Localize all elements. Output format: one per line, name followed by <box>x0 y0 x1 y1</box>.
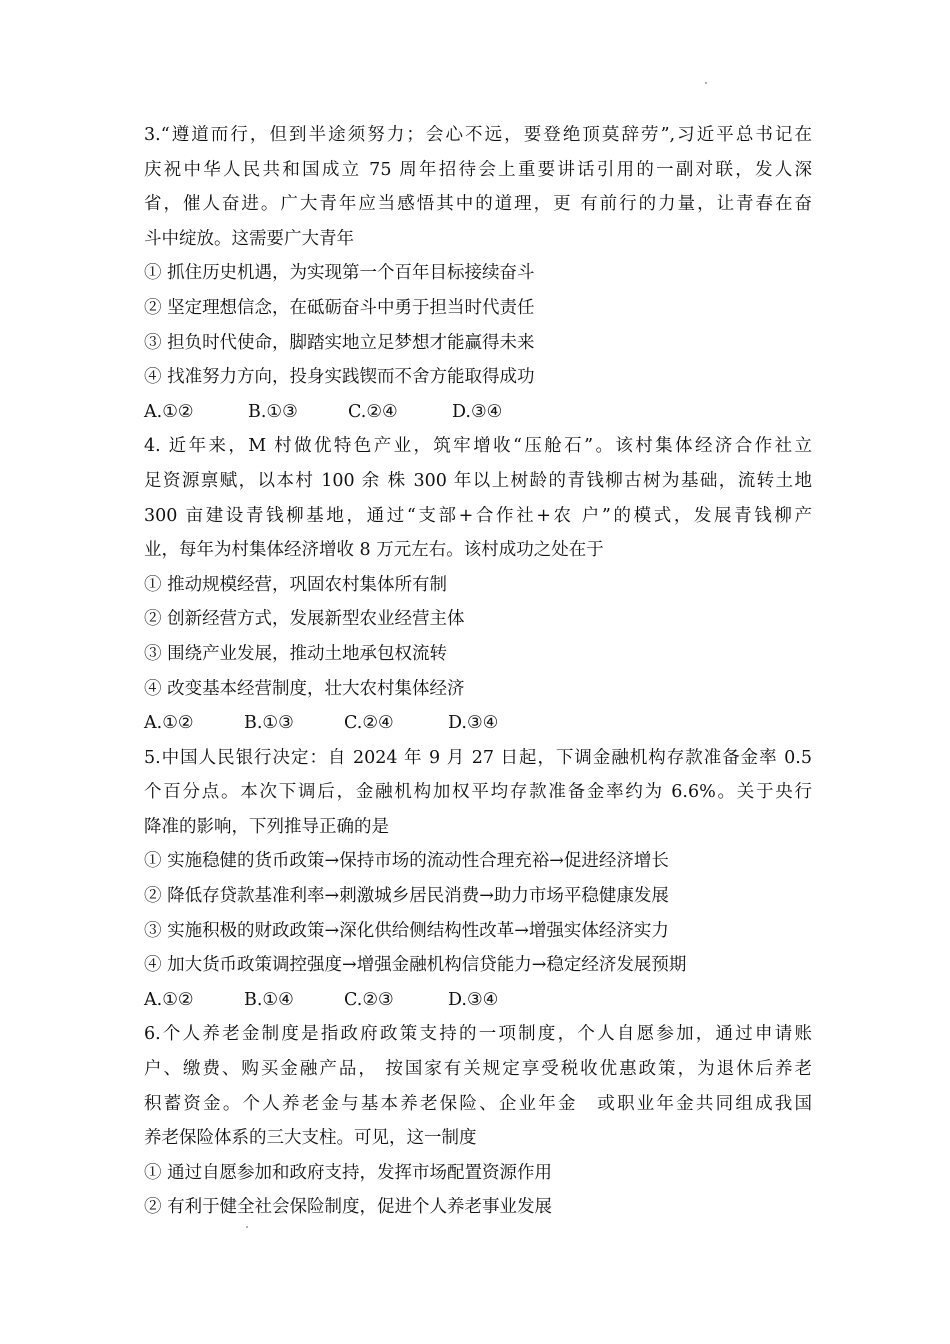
question-3-option-c[interactable]: C.②④ <box>348 401 398 422</box>
question-3-stem-line-1: 3.“遵道而行，但到半途须努力；会心不远，要登绝顶莫辞劳”,习近平总书记在 <box>144 125 812 145</box>
question-5-option-b[interactable]: B.①④ <box>244 989 294 1010</box>
scan-dot-top <box>705 82 707 84</box>
question-4 <box>144 429 812 740</box>
question-3-item-2: ② 坚定理想信念，在砥砺奋斗中勇于担当时代责任 <box>144 297 535 318</box>
question-6 <box>144 1017 812 1225</box>
question-3-option-d[interactable]: D.③④ <box>452 401 503 422</box>
question-6-stem-line-2: 户、缴费、购买金融产品， 按国家有关规定享受税收优惠政策，为退休后养老 <box>144 1059 812 1080</box>
question-5-item-2: ② 降低存贷款基准利率→刺激城乡居民消费→助力市场平稳健康发展 <box>144 886 669 907</box>
question-4-item-2: ② 创新经营方式，发展新型农业经营主体 <box>144 609 465 630</box>
question-6-stem-line-3: 积蓄资金。个人养老金与基本养老保险、企业年金 或职业年金共同组成我国 <box>144 1093 812 1114</box>
question-5-item-1: ① 实施稳健的货币政策→保持市场的流动性合理充裕→促进经济增长 <box>144 851 669 872</box>
question-4-stem-line-3: 300 亩建设青钱柳基地，通过“支部+合作社+农 户”的模式，发展青钱柳产 <box>144 505 812 526</box>
question-3-options <box>144 395 812 430</box>
question-6-stem-line-4: 养老保险体系的三大支柱。可见，这一制度 <box>144 1128 477 1149</box>
question-3-stem-line-2: 庆祝中华人民共和国成立 75 周年招待会上重要讲话引用的一副对联，发人深 <box>144 159 812 180</box>
question-3-item-3: ③ 担负时代使命，脚踏实地立足梦想才能赢得未来 <box>144 332 535 353</box>
question-5-item-3: ③ 实施积极的财政政策→深化供给侧结构性改革→增强实体经济实力 <box>144 920 669 941</box>
question-6-stem-line-1: 6.个人养老金制度是指政府政策支持的一项制度，个人自愿参加，通过申请账 <box>144 1024 812 1045</box>
question-4-option-d[interactable]: D.③④ <box>448 713 499 734</box>
question-4-stem-line-1: 4. 近年来，M 村做优特色产业，筑牢增收“压舱石”。该村集体经济合作社立 <box>144 436 812 457</box>
question-5-option-d[interactable]: D.③④ <box>448 989 499 1010</box>
question-4-option-c[interactable]: C.②④ <box>344 713 394 734</box>
question-4-options <box>144 706 812 741</box>
question-5 <box>144 741 812 1018</box>
question-5-stem-line-3: 降准的影响，下列推导正确的是 <box>144 816 389 837</box>
question-4-option-b[interactable]: B.①③ <box>244 713 294 734</box>
exam-page <box>144 118 812 1225</box>
question-3-option-b[interactable]: B.①③ <box>248 401 298 422</box>
question-5-options <box>144 983 812 1018</box>
question-3-item-4: ④ 找准努力方向，投身实践锲而不舍方能取得成功 <box>144 367 535 388</box>
question-4-option-a[interactable]: A.①② <box>144 713 194 734</box>
question-4-stem-line-2: 足资源禀赋，以本村 100 余 株 300 年以上树龄的青钱柳古树为基础，流转土地 <box>144 470 812 491</box>
question-3-item-1: ① 抓住历史机遇，为实现第一个百年目标接续奋斗 <box>144 263 535 284</box>
question-3 <box>144 118 812 429</box>
question-5-option-a[interactable]: A.①② <box>144 989 194 1010</box>
question-6-item-1: ① 通过自愿参加和政府支持，发挥市场配置资源作用 <box>144 1162 553 1183</box>
question-4-item-4: ④ 改变基本经营制度，壮大农村集体经济 <box>144 678 465 699</box>
question-5-option-c[interactable]: C.②③ <box>344 989 394 1010</box>
question-5-stem-line-2: 个百分点。本次下调后，金融机构加权平均存款准备金率约为 6.6%。关于央行 <box>144 782 812 803</box>
question-6-item-2: ② 有利于健全社会保险制度，促进个人养老事业发展 <box>144 1197 553 1218</box>
question-5-stem-line-1: 5.中国人民银行决定：自 2024 年 9 月 27 日起，下调金融机构存款准备金率 0.5 <box>144 747 812 768</box>
question-3-option-a[interactable]: A.①② <box>144 401 194 422</box>
question-4-item-1: ① 推动规模经营，巩固农村集体所有制 <box>144 574 448 595</box>
question-5-item-4: ④ 加大货币政策调控强度→增强金融机构信贷能力→稳定经济发展预期 <box>144 955 687 976</box>
question-3-stem-line-3: 省，催人奋进。广大青年应当感悟其中的道理，更 有前行的力量，让青春在奋 <box>144 194 812 215</box>
question-4-item-3: ③ 围绕产业发展，推动土地承包权流转 <box>144 643 448 664</box>
scan-dot-bottom <box>246 1226 248 1228</box>
question-4-stem-line-4: 业，每年为村集体经济增收 8 万元左右。该村成功之处在于 <box>144 540 604 561</box>
question-3-stem-line-4: 斗中绽放。这需要广大青年 <box>144 228 354 249</box>
